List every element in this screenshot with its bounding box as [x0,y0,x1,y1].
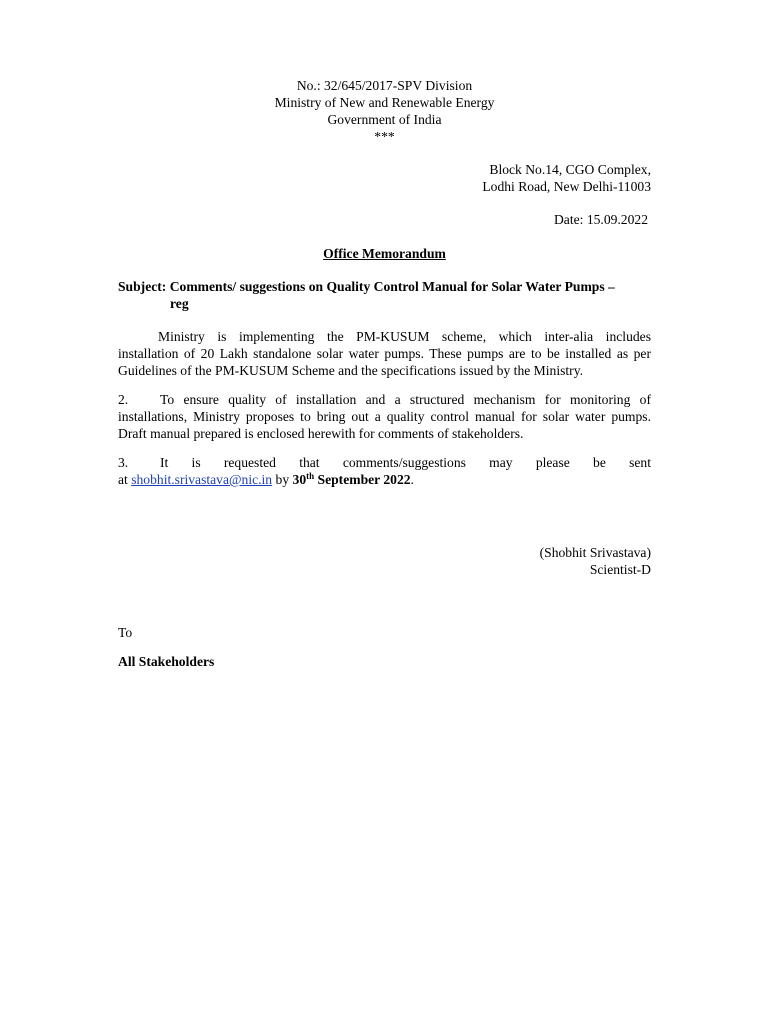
paragraph-3-row-2 [118,471,651,488]
paragraph-3-row-1 [118,454,651,471]
paragraph-3-at: at [118,472,128,487]
paragraph-1-row-1: Ministry is implementing the PM-KUSUM scheme, which inter-alia includes [158,329,651,344]
header-stars: *** [374,129,395,144]
file-number: No.: 32/645/2017-SPV Division [296,78,473,93]
paragraph-3-period: . [410,472,414,487]
paragraph-3-row-1-text: It is requested that comments/suggestions may please be sent [160,455,651,470]
paragraph-2-row-2: installations, Ministry proposes to bring out a quality control manual for solar water pumps. [118,409,651,424]
ministry-name: Ministry of New and Renewable Energy [274,95,495,110]
paragraph-2-row-3: Draft manual prepared is enclosed herewith for comments of stakeholders. [118,426,524,441]
address-line-2: Lodhi Road, New Delhi-11003 [482,179,651,194]
paragraph-3-number: 3. [118,455,129,470]
signatory-designation: Scientist-D [589,562,651,577]
addressee: All Stakeholders [118,654,215,669]
government-name: Government of India [327,112,442,127]
deadline-day: 30 [292,472,307,487]
signatory-name: (Shobhit Srivastava) [539,545,651,560]
deadline [293,472,411,487]
memo-title: Office Memorandum [323,246,446,261]
paragraph-1-row-2: installation of 20 Lakh standalone solar water pumps. These pumps are to be installed as per [118,346,651,361]
deadline-month-year: September 2022 [317,472,411,487]
paragraph-1-row-3: Guidelines of the PM-KUSUM Scheme and the specifications issued by the Ministry. [118,363,584,378]
memo-date: Date: 15.09.2022 [553,212,648,227]
paragraph-3-by: by [275,472,290,487]
paragraph-2-row-1 [118,391,651,408]
paragraph-3 [118,454,651,488]
address-line-1: Block No.14, CGO Complex, [489,162,651,177]
to-label: To [118,625,133,640]
subject-continuation: reg [170,296,189,311]
paragraph-2-row-1-text: To ensure quality of installation and a structured mechanism for monitoring of [160,392,651,407]
paragraph-1 [118,328,651,379]
email-link[interactable]: shobhit.srivastava@nic.in [131,472,273,487]
paragraph-2 [118,391,651,442]
subject-line: Subject: Comments/ suggestions on Quality Control Manual for Solar Water Pumps – [118,279,615,294]
deadline-suffix: th [306,471,315,481]
paragraph-2-number: 2. [118,392,129,407]
